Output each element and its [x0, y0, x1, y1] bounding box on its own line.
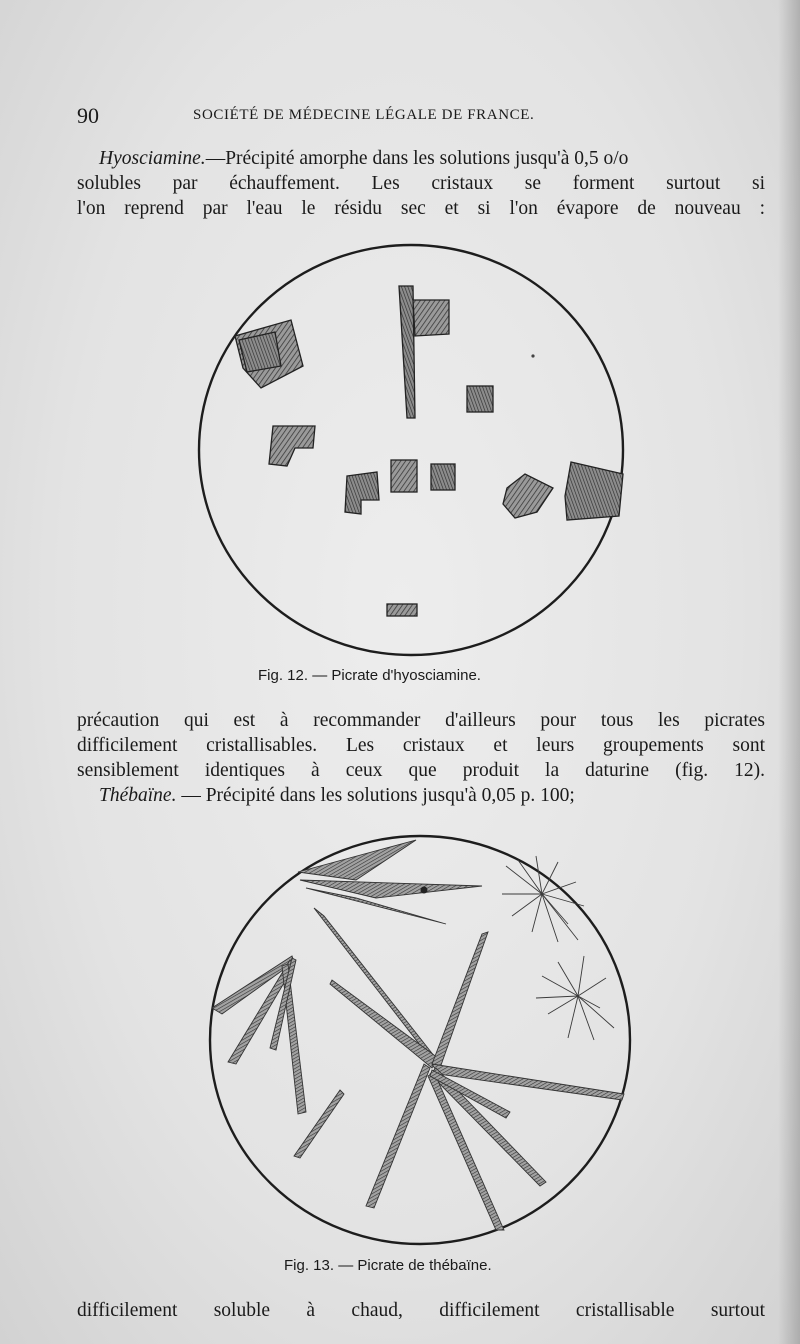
- paragraph-hyosciamine: [77, 146, 765, 221]
- paragraph-line: sensiblement identiques à ceux que produit la daturine (fig. 12).: [77, 760, 765, 781]
- crystal-group: [212, 840, 624, 1230]
- page-number: 90: [77, 103, 99, 128]
- crystal-group: [235, 286, 623, 616]
- paragraph-continuation: [77, 1298, 765, 1323]
- paragraph-line: solubles par échauffement. Les cristaux se forment surtout si: [77, 173, 765, 194]
- figure-12-micrograph: [195, 238, 635, 663]
- figure-13-micrograph: [206, 832, 642, 1248]
- term-hyosciamine: Hyosciamine.: [99, 148, 206, 169]
- paragraph-precaution: [77, 708, 765, 808]
- term-thebaine: Thébaïne.: [99, 785, 177, 806]
- crystal-group: [421, 856, 615, 1040]
- paragraph-line: l'on reprend par l'eau le résidu sec et si l'on évapore de nouveau :: [77, 198, 765, 219]
- paragraph-line: difficilement soluble à chaud, difficilement cristallisable surtout: [77, 1300, 765, 1321]
- paragraph-line: précaution qui est à recommander d'ailleurs pour tous les picrates: [77, 710, 765, 731]
- running-head: SOCIÉTÉ DE MÉDECINE LÉGALE DE FRANCE.: [193, 107, 535, 123]
- page-edge-shadow: [778, 0, 800, 1344]
- page-header: [77, 103, 767, 131]
- figure-13-caption: Fig. 13. — Picrate de thébaïne.: [284, 1257, 492, 1274]
- paragraph-line: Hyosciamine.—Précipité amorphe dans les solutions jusqu'à 0,5 o/o: [99, 148, 629, 169]
- figure-12-caption: Fig. 12. — Picrate d'hyosciamine.: [258, 667, 481, 684]
- paragraph-line: Thébaïne. — Précipité dans les solutions jusqu'à 0,05 p. 100;: [99, 785, 575, 806]
- paragraph-line: difficilement cristallisables. Les cristaux et leurs groupements sont: [77, 735, 765, 756]
